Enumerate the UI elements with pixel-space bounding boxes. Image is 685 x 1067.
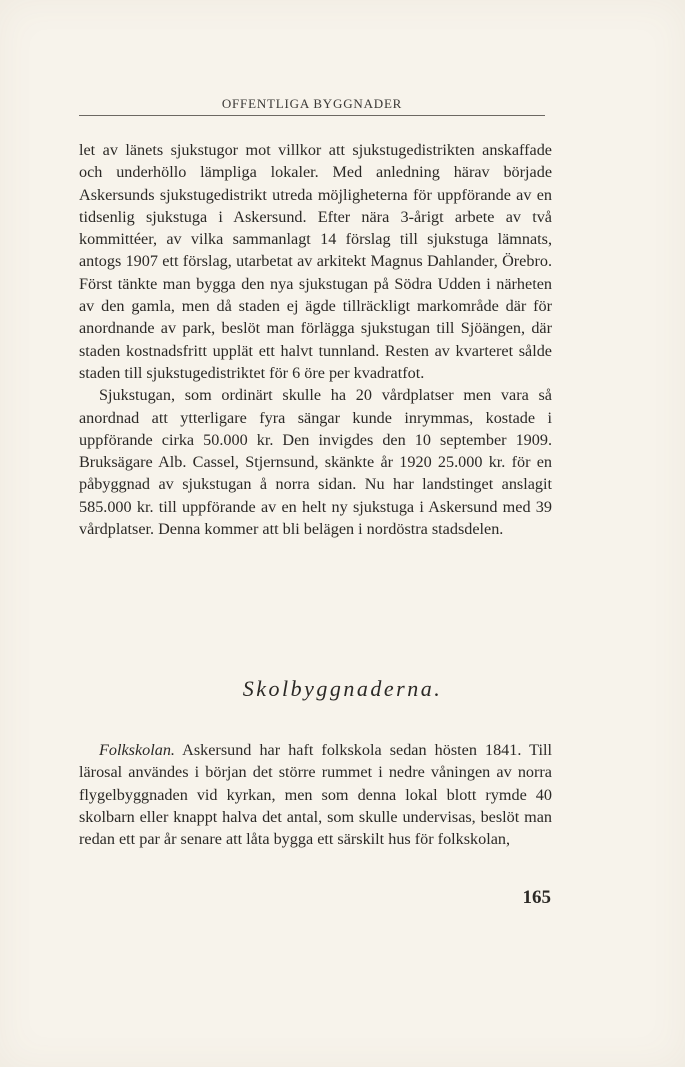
section-heading: Skolbyggnaderna. [242, 676, 443, 701]
paragraph-sjukstugan: Sjukstugan, som ordinärt skulle ha 20 vårdplatser men vara så anordnad att ytterligare fyra sängar kunde inrymmas, kostade i uppförande cirka 50.000 kr. Den invigdes den 10 september 1909. Bruksägare Alb. Cassel, Stjernsund, skänkte år 1920 25.000 kr. för en påbyggnad av sjukstugan å norra sidan. Nu har landstinget anslagit 585.000 kr. till uppförande av en helt ny sjukstuga i Askersund med 39 vårdplatser. Denna kommer att bli belägen i nordöstra stadsdelen. [79, 386, 552, 539]
body-text-upper [79, 139, 552, 540]
paragraph-continuation: let av länets sjukstugor mot villkor att sjukstugedistrikten anskaffade och underhöllo lämpliga lokaler. Med anledning härav började Askersunds sjukstugedistrikt utreda möjligheterna för uppförande av en tidsenlig sjukstuga i Askersund. Efter nära 3-årigt arbete av två kommittéer, av vilka sammanlagt 14 förslag till sjukstuga lämnats, antogs 1907 ett förslag, utarbetat av arkitekt Magnus Dahlander, Örebro. Först tänkte man bygga den nya sjukstugan på Södra Udden i närheten av den gamla, men då staden ej ägde tillräckligt markområde där för anordnande av park, beslöt man förlägga sjukstugan till Sjöängen, där staden kostnadsfritt upplät ett halvt tunnland. Resten av kvarteret sålde staden till sjukstugedistriktet för 6 öre per kvadratfot. [79, 141, 552, 382]
header-rule [79, 115, 545, 116]
folkskolan-text: Askersund har haft folkskola sedan hösten 1841. Till lärosal användes i början det större rummet i nedre våningen av norra flygelbyggnaden vid kyrkan, men som denna lokal blott rymde 40 skolbarn eller knappt halva det antal, som skulle undervisas, beslöt man redan ett par år senare att låta bygga ett särskilt hus för folkskolan, [79, 741, 552, 849]
running-head: OFFENTLIGA BYGGNADER [221, 96, 403, 111]
page-number: 165 [522, 887, 551, 908]
body-text-lower [79, 739, 552, 850]
folkskolan-lead-label: Folkskolan. [99, 741, 175, 759]
paragraph-folkskolan [79, 739, 552, 850]
